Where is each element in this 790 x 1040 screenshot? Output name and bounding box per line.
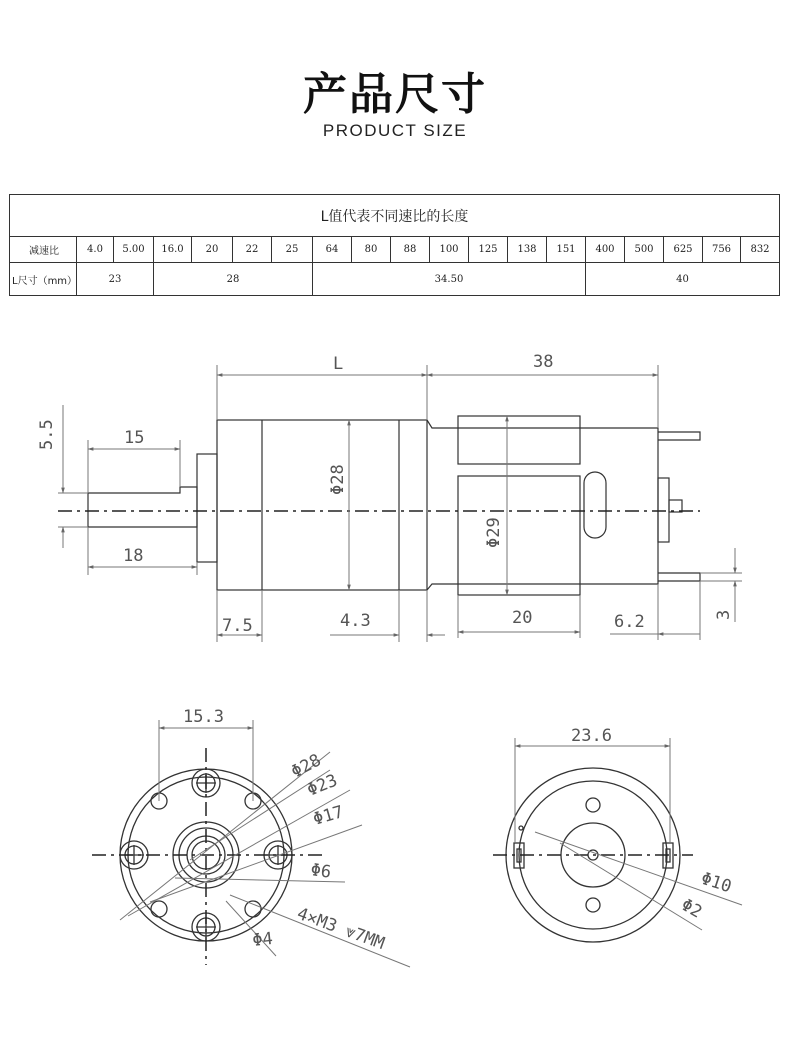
page-title: 产品尺寸 [303, 69, 487, 120]
dim-front-d6-label: Φ6 [309, 860, 333, 883]
dim-15-label: 15 [124, 428, 145, 448]
length-row-label: L尺寸（mm） [10, 263, 77, 295]
ratio-cell: 88 [391, 237, 430, 263]
dim-front-d17-label: Φ17 [310, 802, 346, 830]
dim-18-label: 18 [123, 546, 144, 566]
ratio-cell: 500 [625, 237, 664, 263]
dim-front-d4-label: Φ4 [251, 928, 274, 951]
ratio-cell: 25 [272, 237, 313, 263]
dim-15-3-label: 15.3 [183, 707, 224, 727]
ratio-cell: 64 [313, 237, 352, 263]
ratio-cell: 756 [703, 237, 741, 263]
dim-L-label: L [333, 354, 344, 374]
dim-d29-label: Φ29 [484, 517, 504, 548]
length-cell: 40 [676, 273, 689, 285]
page-subtitle: PRODUCT SIZE [322, 121, 468, 140]
dim-rear-d10-label: Φ10 [698, 868, 734, 898]
ratio-cell: 20 [192, 237, 233, 263]
ratio-cell: 4.0 [77, 237, 114, 263]
ratio-cell: 625 [664, 237, 703, 263]
length-cell: 34.50 [313, 263, 586, 295]
ratio-cell: 100 [430, 237, 469, 263]
ratio-cell: 138 [508, 237, 547, 263]
ratio-cell: 22 [233, 237, 272, 263]
dim-38-label: 38 [533, 352, 554, 372]
dim-4-3-label: 4.3 [340, 611, 371, 631]
dim-thread-label: 4×M3 ⩔7MM [294, 903, 388, 954]
dim-d28-label: Φ28 [328, 464, 348, 495]
dim-23-6-label: 23.6 [571, 726, 612, 746]
length-cell: 23 [77, 263, 154, 295]
ratio-cell: 832 [741, 237, 779, 263]
dim-front-d28-label: Φ28 [287, 750, 325, 783]
dim-6-2-label: 6.2 [614, 612, 645, 632]
length-cell: 28 [154, 263, 313, 295]
ratio-cell: 125 [469, 237, 508, 263]
ratio-cell: 80 [352, 237, 391, 263]
ratio-cell: 400 [586, 237, 625, 263]
spec-table-caption: L值代表不同速比的长度 [10, 195, 779, 237]
dim-3-label: 3 [714, 609, 734, 620]
ratio-cell: 16.0 [154, 237, 192, 263]
dim-front-d23-label: Φ23 [304, 770, 341, 801]
dim-20-label: 20 [512, 608, 533, 628]
ratio-cell: 5.00 [114, 237, 154, 263]
dim-5-5-label: 5.5 [37, 419, 57, 450]
ratio-row-label: 减速比 [10, 237, 77, 263]
dim-7-5-label: 7.5 [222, 616, 253, 636]
ratio-cell: 151 [547, 237, 586, 263]
dim-rear-d2-label: Φ2 [677, 895, 706, 923]
